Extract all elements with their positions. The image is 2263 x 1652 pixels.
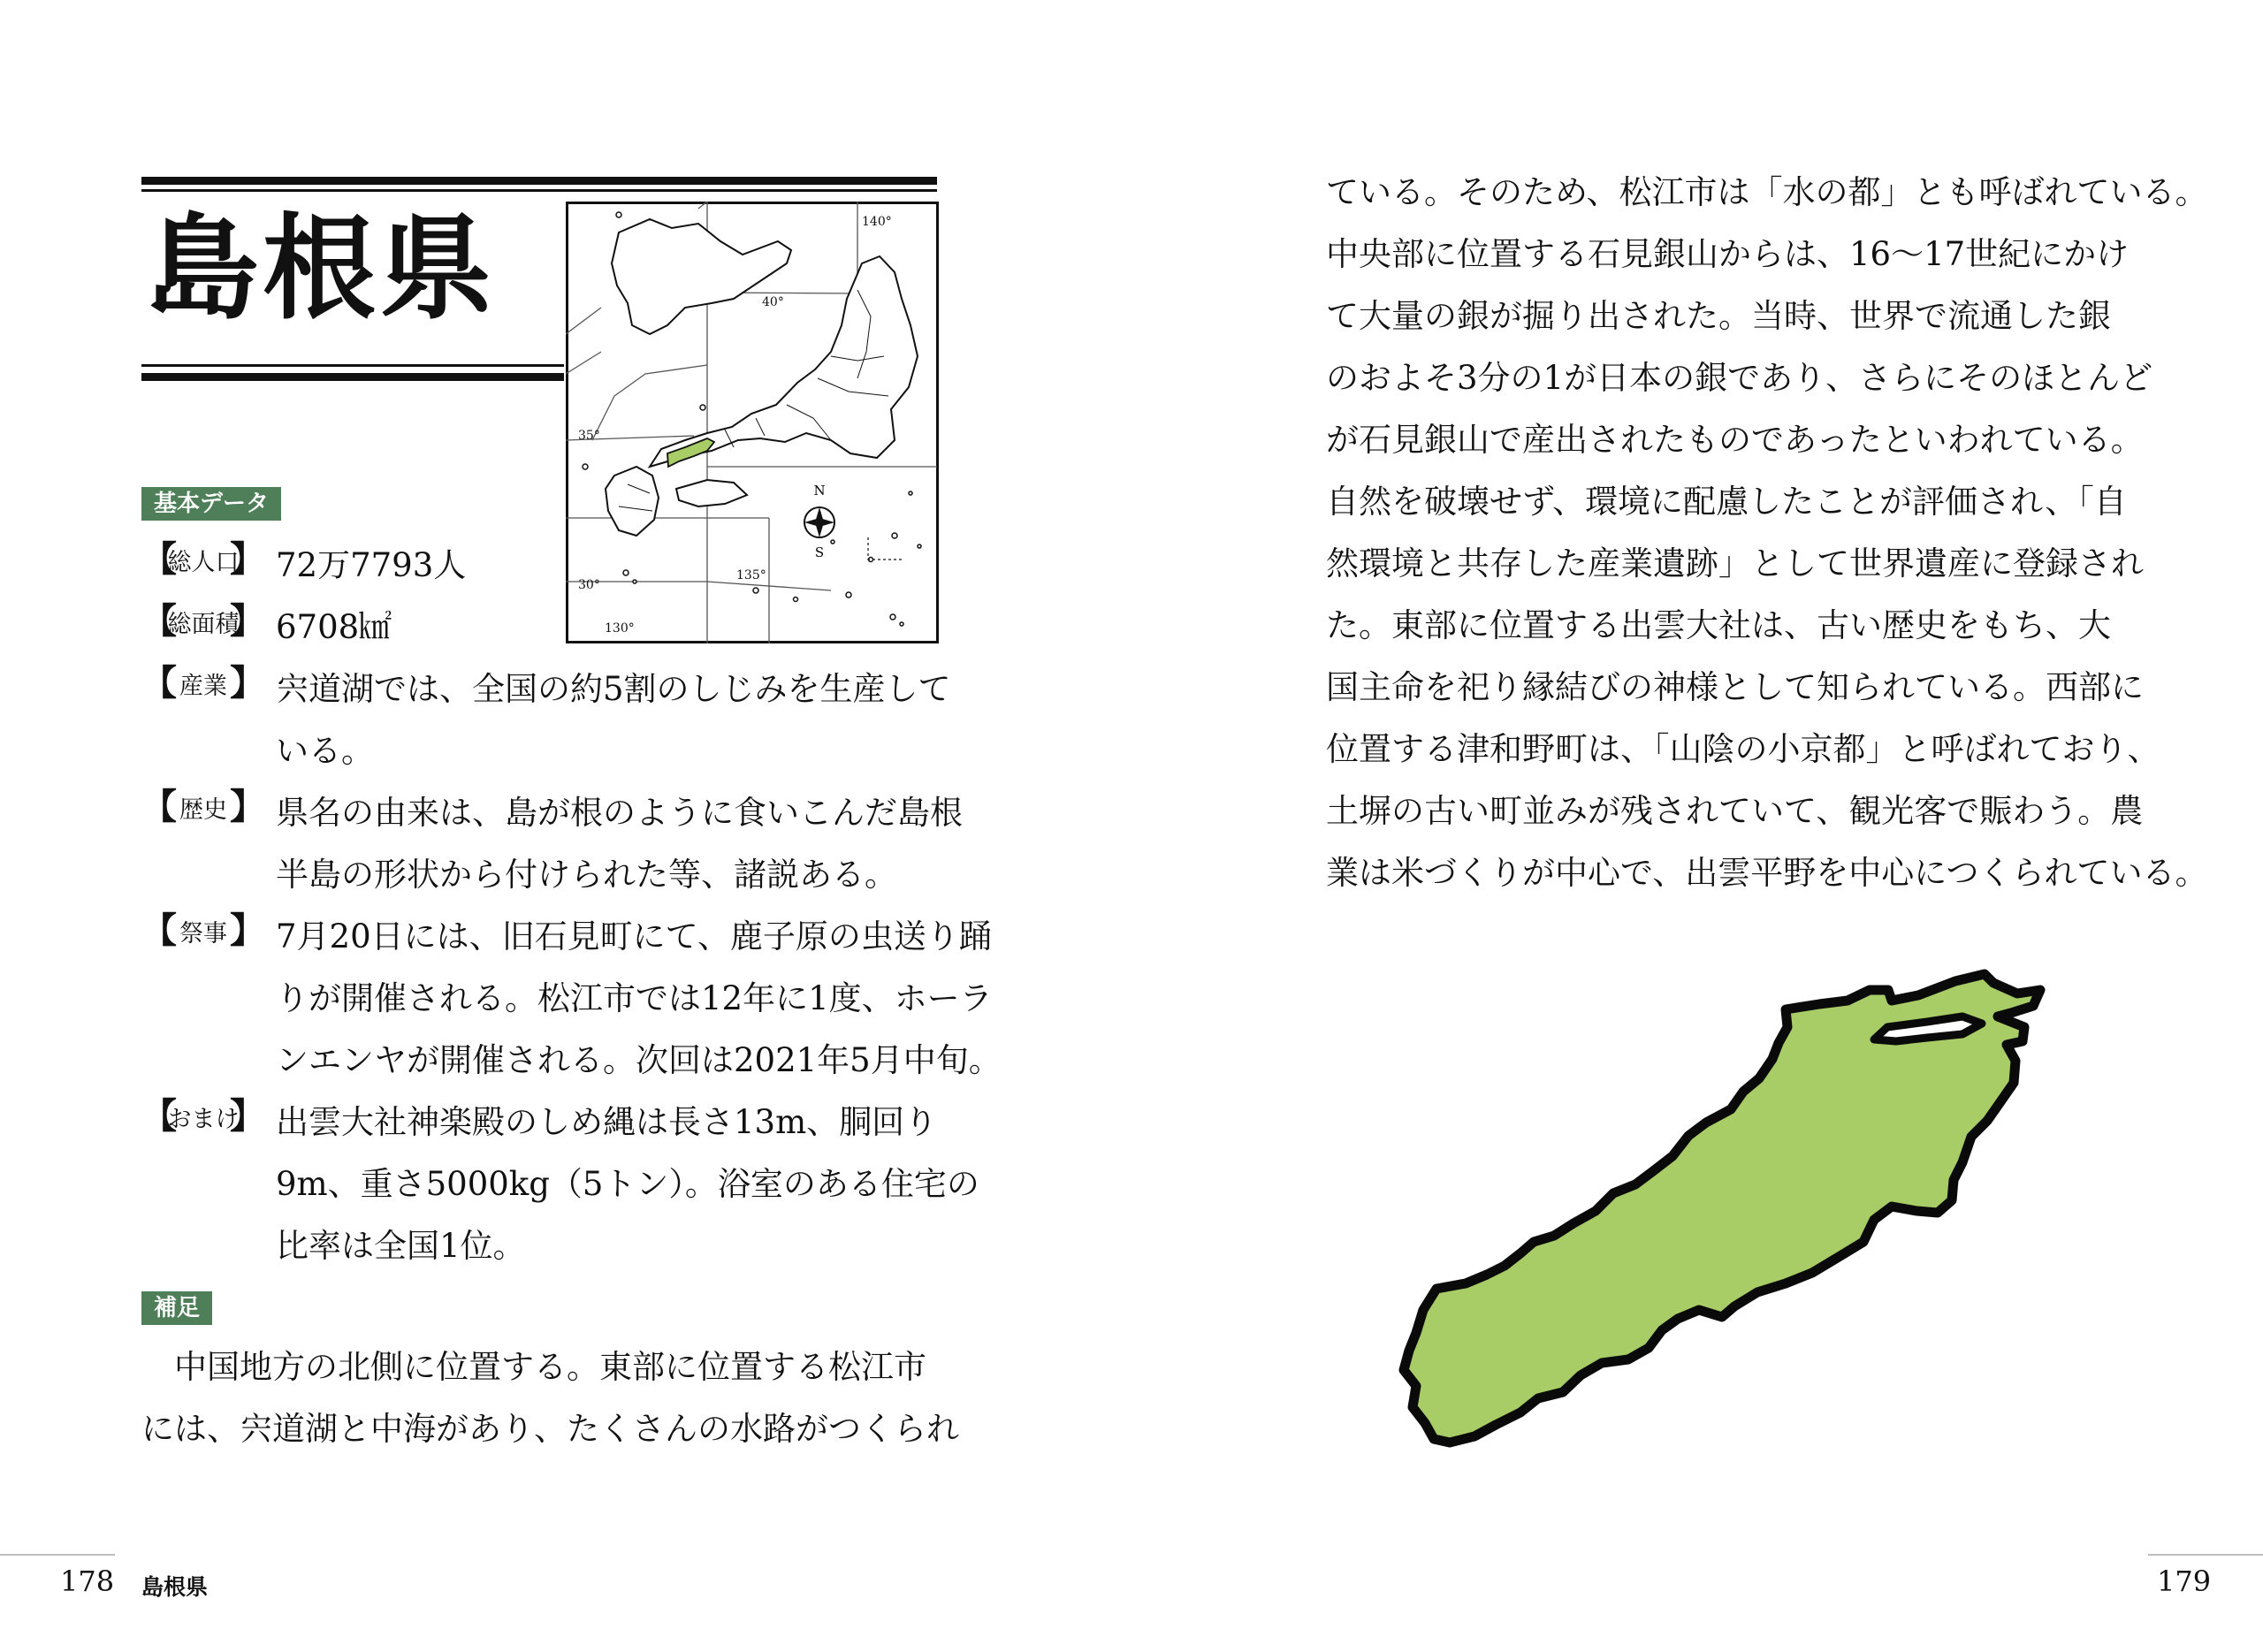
- text-line: 然環境と共存した産業遺跡」として世界遺産に登録され: [1326, 544, 2144, 582]
- title-rule-bottom-thin: [141, 364, 564, 367]
- text-line: ている。そのため、松江市は「水の都」とも呼ばれている。: [1326, 173, 2208, 211]
- map-label-lon130: 130°: [605, 621, 635, 636]
- row-value: 6708㎢: [276, 608, 392, 646]
- text-line: て大量の銀が掘り出された。当時、世界で流通した銀: [1326, 297, 2111, 335]
- page-number-right: 179: [2157, 1564, 2212, 1598]
- text-line: 土塀の古い町並みが残されていて、観光客で賑わう。農: [1326, 792, 2144, 830]
- text-line: た。東部に位置する出雲大社は、古い歴史をもち、大: [1326, 606, 2111, 644]
- text-line: が石見銀山で産出されたものであったといわれている。: [1326, 421, 2144, 459]
- footer-section-title: 島根県: [141, 1574, 209, 1600]
- text-line: 国主命を祀り縁結びの神様として知られている。西部に: [1326, 668, 2144, 706]
- map-label-lat40: 40°: [762, 295, 784, 309]
- row-label: 【 おまけ 】: [141, 1095, 265, 1137]
- footer-rule-right: [2148, 1554, 2263, 1556]
- row-label: 【 総面積 】: [141, 600, 265, 642]
- row-label: 【 産業 】: [141, 662, 265, 704]
- supplement-body-left: [141, 1336, 959, 1460]
- shimane-prefecture-silhouette: [1397, 955, 2069, 1467]
- row-value: 7月20日には、旧石見町にて、鹿子原の虫送り踊 りが開催される。松江市では12年に1度、ホーラ ンエンヤが開催される。次回は2021年5月中旬。: [276, 917, 1002, 1079]
- compass-north-label: N: [813, 483, 826, 499]
- text-line: 中国地方の北側に位置する。東部に位置する松江市: [141, 1348, 926, 1386]
- text-line: 業は米づくりが中心で、出雲平野を中心につくられている。: [1326, 854, 2208, 892]
- page-title: 島根県: [146, 202, 497, 335]
- text-line: のおよそ3分の1が日本の銀であり、さらにそのほとんど: [1326, 359, 2153, 397]
- text-line: 位置する津和野町は、「山陰の小京都」と呼ばれており、: [1326, 730, 2160, 768]
- text-line: 自然を破壊せず、環境に配慮したことが評価され、「自: [1326, 483, 2127, 521]
- map-label-lon135: 135°: [736, 568, 766, 582]
- title-rule-bottom: [141, 373, 564, 381]
- text-line: には、宍道湖と中海があり、たくさんの水路がつくられ: [141, 1410, 959, 1448]
- title-rule-top-thin: [141, 189, 937, 192]
- row-value: 72万7793人: [276, 546, 467, 584]
- supplement-body-right: [1326, 162, 2208, 904]
- page-number-left: 178: [60, 1564, 115, 1598]
- map-label-lon140: 140°: [862, 215, 892, 229]
- row-label: 【 歴史 】: [141, 786, 265, 827]
- row-value: 出雲大社神楽殿のしめ縄は長さ13m、胴回り 9m、重さ5000kg（5トン）。浴室のある住宅の 比率は全国1位。: [276, 1103, 979, 1265]
- supplement-tag: 補足: [141, 1291, 212, 1325]
- text-line: 中央部に位置する石見銀山からは、16〜17世紀にかけ: [1326, 235, 2130, 273]
- row-label: 【 総人口 】: [141, 538, 265, 580]
- row-value: 宍道湖では、全国の約5割のしじみを生産して いる。: [276, 670, 951, 770]
- compass-south-label: S: [814, 544, 825, 560]
- title-rule-top: [141, 177, 937, 185]
- map-label-lat35: 35°: [578, 429, 600, 443]
- row-value: 県名の由来は、島が根のように食いこんだ島根 半島の形状から付けられた等、諸説ある。: [276, 794, 963, 894]
- map-label-lat30: 30°: [578, 578, 600, 592]
- basic-data-tag: 基本データ: [141, 487, 281, 521]
- row-label: 【 祭事 】: [141, 910, 265, 951]
- footer-rule-left: [0, 1554, 115, 1556]
